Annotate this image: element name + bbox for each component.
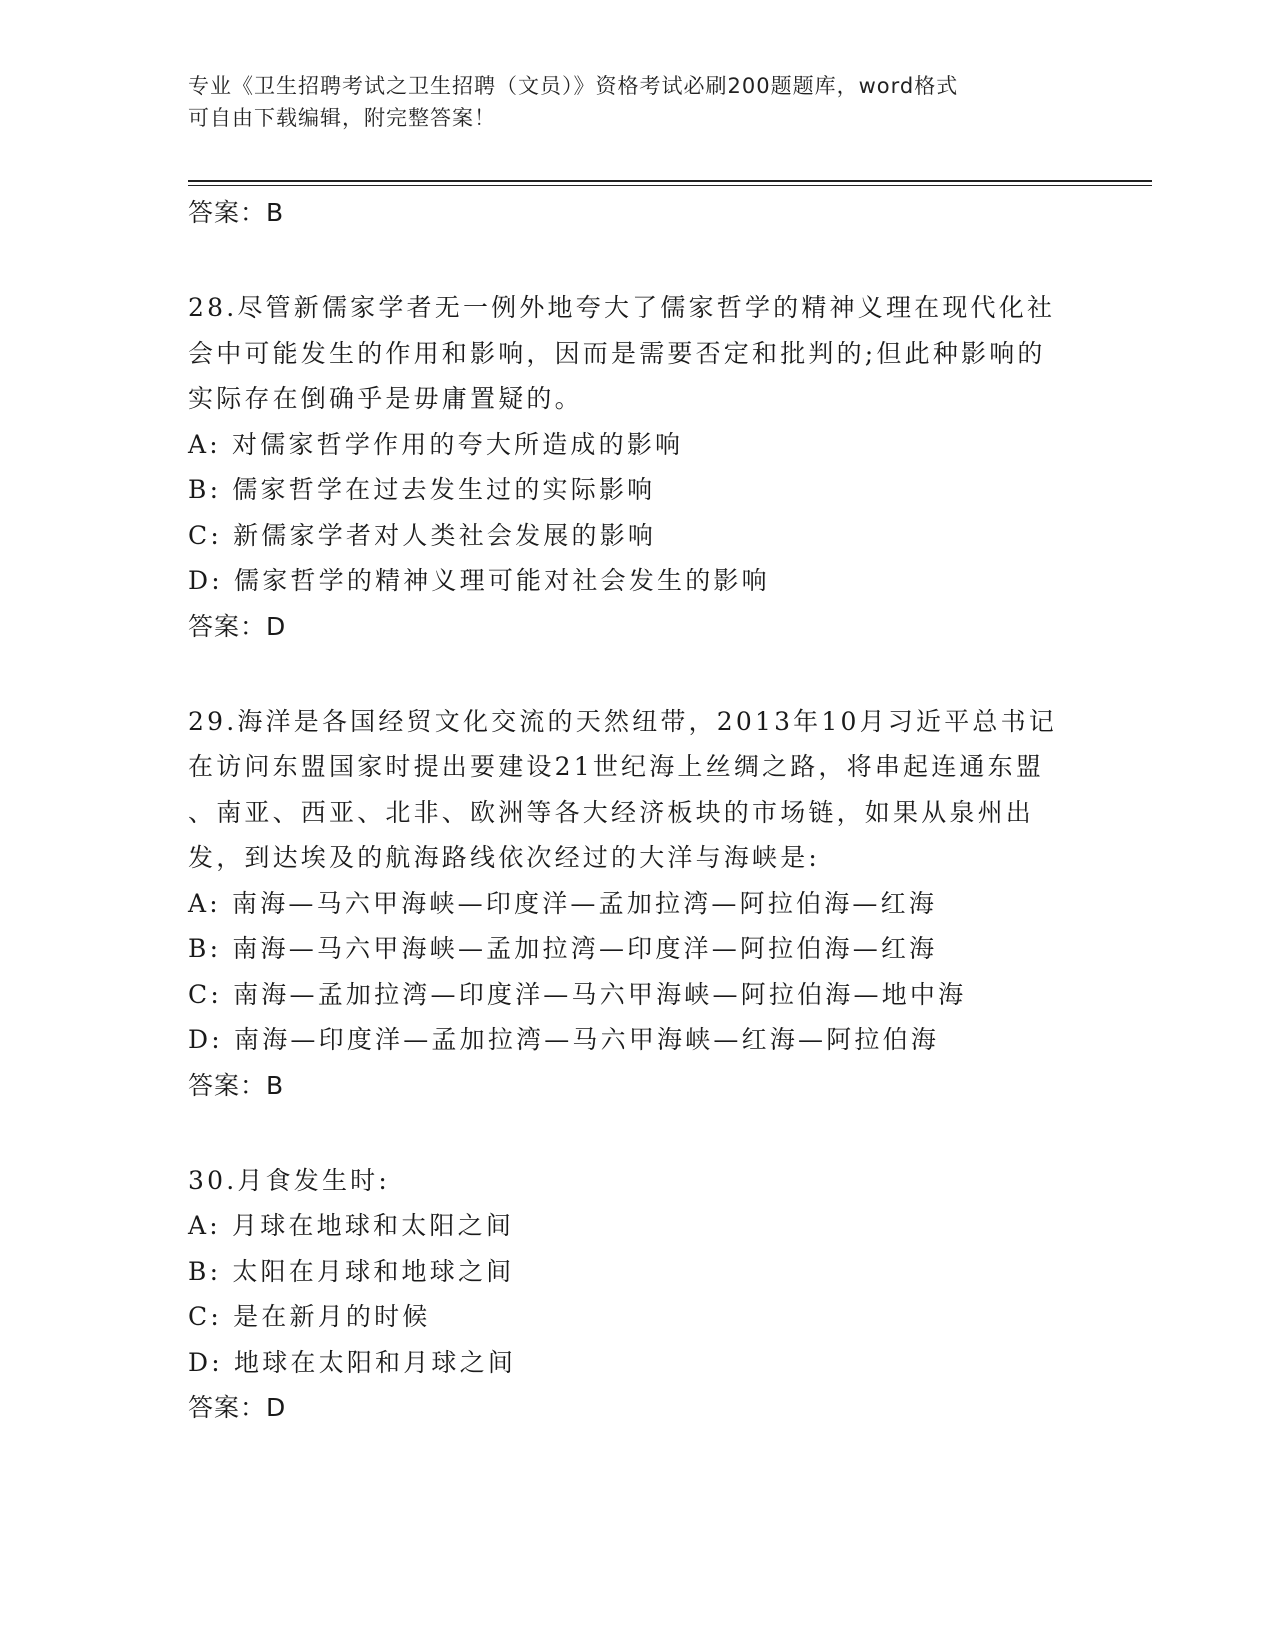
question-stem-line: 发，到达埃及的航海路线依次经过的大洋与海峡是: [188,843,821,872]
header-rule-thick [188,180,1152,182]
option-b: B: 太阳在月球和地球之间 [188,1256,515,1286]
question-28 [188,285,1088,649]
option-d: D: 南海—印度洋—孟加拉湾—马六甲海峡—红海—阿拉伯海 [188,1025,940,1054]
answer-label: 答案： [188,1393,267,1422]
answer-label: 答案： [188,1070,267,1100]
option-c: C: 南海—孟加拉湾—印度洋—马六甲海峡—阿拉伯海—地中海 [188,979,967,1009]
option-a: A: 南海—马六甲海峡—印度洋—孟加拉湾—阿拉伯海—红海 [188,888,938,918]
option-a: A: 对儒家哲学作用的夸大所造成的影响 [188,429,684,459]
answer-value: B [266,1070,285,1100]
previous-answer [188,190,1088,235]
answer-value: B [266,198,285,227]
option-c: C: 新儒家学者对人类社会发展的影响 [188,520,657,550]
question-29 [188,699,1088,1108]
question-stem-line: 30.月食发生时: [188,1165,390,1195]
question-stem-line: 、南亚、西亚、北非、欧洲等各大经济板块的市场链，如果从泉州出 [188,797,1035,827]
answer-label: 答案： [188,611,267,641]
question-stem-line: 实际存在倒确乎是毋庸置疑的。 [188,384,583,413]
option-d: D: 地球在太阳和月球之间 [188,1347,517,1377]
option-d: D: 儒家哲学的精神义理可能对社会发生的影响 [188,566,770,595]
question-answer [188,604,1088,649]
option-b: B: 南海—马六甲海峡—孟加拉湾—印度洋—阿拉伯海—红海 [188,934,938,963]
document-body [188,190,1088,1430]
answer-value: D [266,611,287,641]
header-line-1: 专业《卫生招聘考试之卫生招聘（文员）》资格考试必刷200题题库，word格式 [188,74,959,98]
question-stem-line: 会中可能发生的作用和影响，因而是需要否定和批判的;但此种影响的 [188,338,1046,368]
option-c: C: 是在新月的时候 [188,1302,431,1331]
question-30 [188,1158,1088,1431]
answer-label: 答案： [188,198,267,227]
header-rule-thin [188,185,1152,186]
question-stem-line: 29.海洋是各国经贸文化交流的天然纽带，2013年10月习近平总书记 [188,706,1057,736]
document-header [188,70,1068,134]
question-answer [188,1385,1088,1430]
option-b: B: 儒家哲学在过去发生过的实际影响 [188,475,656,504]
question-answer [188,1063,1088,1108]
option-a: A: 月球在地球和太阳之间 [188,1211,515,1240]
question-stem-line: 在访问东盟国家时提出要建设21世纪海上丝绸之路，将串起连通东盟 [188,752,1045,781]
header-line-2: 可自由下载编辑，附完整答案！ [188,106,496,130]
question-stem-line: 28.尽管新儒家学者无一例外地夸大了儒家哲学的精神义理在现代化社 [188,293,1056,322]
answer-value: D [266,1393,287,1422]
